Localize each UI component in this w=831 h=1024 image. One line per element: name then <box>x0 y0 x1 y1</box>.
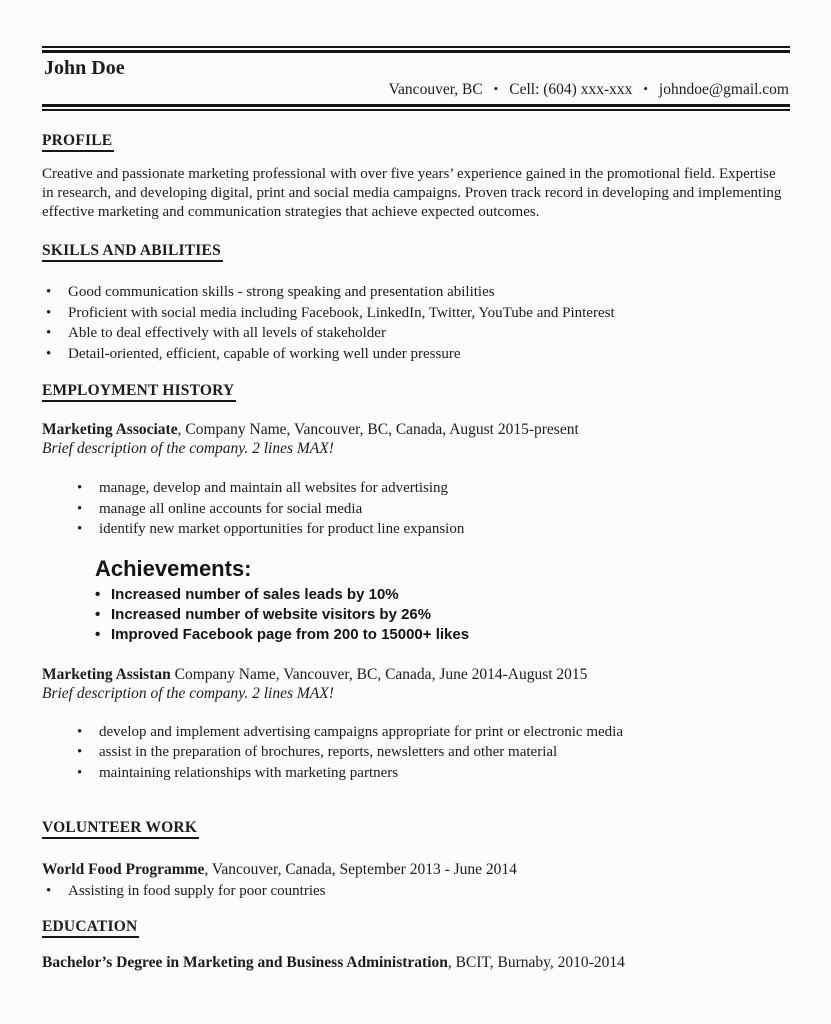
header-top-rule <box>42 46 790 53</box>
list-item: • maintaining relationships with marketing partners <box>73 763 790 784</box>
section-skills <box>42 242 790 364</box>
list-item: • Able to deal effectively with all levels of stakeholder <box>42 323 790 344</box>
header-bottom-rule <box>42 104 790 111</box>
person-name: John Doe <box>44 57 125 79</box>
education-degree: Bachelor’s Degree in Marketing and Business Administration <box>42 953 448 971</box>
list-item: • Good communication skills - strong speaking and presentation abilities <box>42 282 790 303</box>
volunteer-org-line <box>42 860 790 879</box>
contact-line <box>42 80 789 99</box>
volunteer-org: World Food Programme <box>42 861 205 878</box>
section-employment <box>42 382 790 783</box>
job-title-line <box>42 420 790 439</box>
job-description: Brief description of the company. 2 lines MAX! <box>42 684 334 702</box>
volunteer-heading-text: VOLUNTEER WORK <box>42 819 199 839</box>
job-duties-list <box>73 722 790 784</box>
contact-email: johndoe@gmail.com <box>658 81 789 98</box>
list-item: • manage, develop and maintain all websites for advertising <box>73 478 790 499</box>
contact-cell: Cell: (604) xxx-xxx <box>509 81 633 98</box>
volunteer-heading <box>42 819 790 839</box>
job-duties-list <box>73 478 790 540</box>
skills-heading-text: SKILLS AND ABILITIES <box>42 242 223 262</box>
list-item: • Improved Facebook page from 200 to 15000+ likes <box>95 625 790 645</box>
education-details: , BCIT, Burnaby, 2010-2014 <box>447 953 625 971</box>
volunteer-details: , Vancouver, Canada, September 2013 - June 2014 <box>204 861 517 878</box>
achievements-list <box>95 585 790 645</box>
list-item: • Assisting in food supply for poor countries <box>42 881 790 902</box>
job-details: Company Name, Vancouver, BC, Canada, June 2014-August 2015 <box>170 665 588 683</box>
list-item: • Increased number of sales leads by 10% <box>95 585 790 605</box>
job-details: , Company Name, Vancouver, BC, Canada, August 2015-present <box>177 421 579 438</box>
section-profile <box>42 132 790 222</box>
achievements-block <box>95 555 790 645</box>
education-degree-line <box>42 953 790 972</box>
employment-heading <box>42 382 790 402</box>
volunteer-list <box>42 881 790 902</box>
contact-location: Vancouver, BC <box>388 81 483 98</box>
section-education <box>42 918 790 972</box>
list-item: • assist in the preparation of brochures, reports, newsletters and other material <box>73 742 790 763</box>
profile-heading-text: PROFILE <box>42 132 114 152</box>
job-title-line <box>42 665 790 684</box>
job-title: Marketing Associate <box>42 421 178 438</box>
skills-heading <box>42 242 790 262</box>
job-entry <box>42 665 790 784</box>
job-title: Marketing Assistan <box>42 665 171 683</box>
list-item: • Increased number of website visitors by 26% <box>95 605 790 625</box>
list-item: • manage all online accounts for social media <box>73 499 790 520</box>
job-entry <box>42 420 790 540</box>
bullet-separator: • <box>643 81 648 96</box>
list-item: • Detail-oriented, efficient, capable of working well under pressure <box>42 344 790 365</box>
skills-list <box>42 282 790 364</box>
education-heading <box>42 918 790 938</box>
list-item: • Proficient with social media including Facebook, LinkedIn, Twitter, YouTube and Pinterest <box>42 303 790 324</box>
achievements-heading: Achievements: <box>95 555 252 581</box>
profile-text: Creative and passionate marketing professional with over five years’ experience gained in the promotional field. Expertise in research, and developing digital, print and social media campaigns. Proven track record in developing and implementing effective marketing and communication strategies that achieve expected outcomes. <box>42 166 782 220</box>
section-volunteer <box>42 819 790 902</box>
job-description: Brief description of the company. 2 lines MAX! <box>42 440 334 457</box>
profile-heading <box>42 132 790 152</box>
education-heading-text: EDUCATION <box>42 918 139 938</box>
resume-header <box>42 56 790 99</box>
bullet-separator: • <box>493 81 499 96</box>
employment-heading-text: EMPLOYMENT HISTORY <box>42 382 236 402</box>
list-item: • identify new market opportunities for product line expansion <box>73 519 790 540</box>
list-item: • develop and implement advertising campaigns appropriate for print or electronic media <box>73 722 790 743</box>
